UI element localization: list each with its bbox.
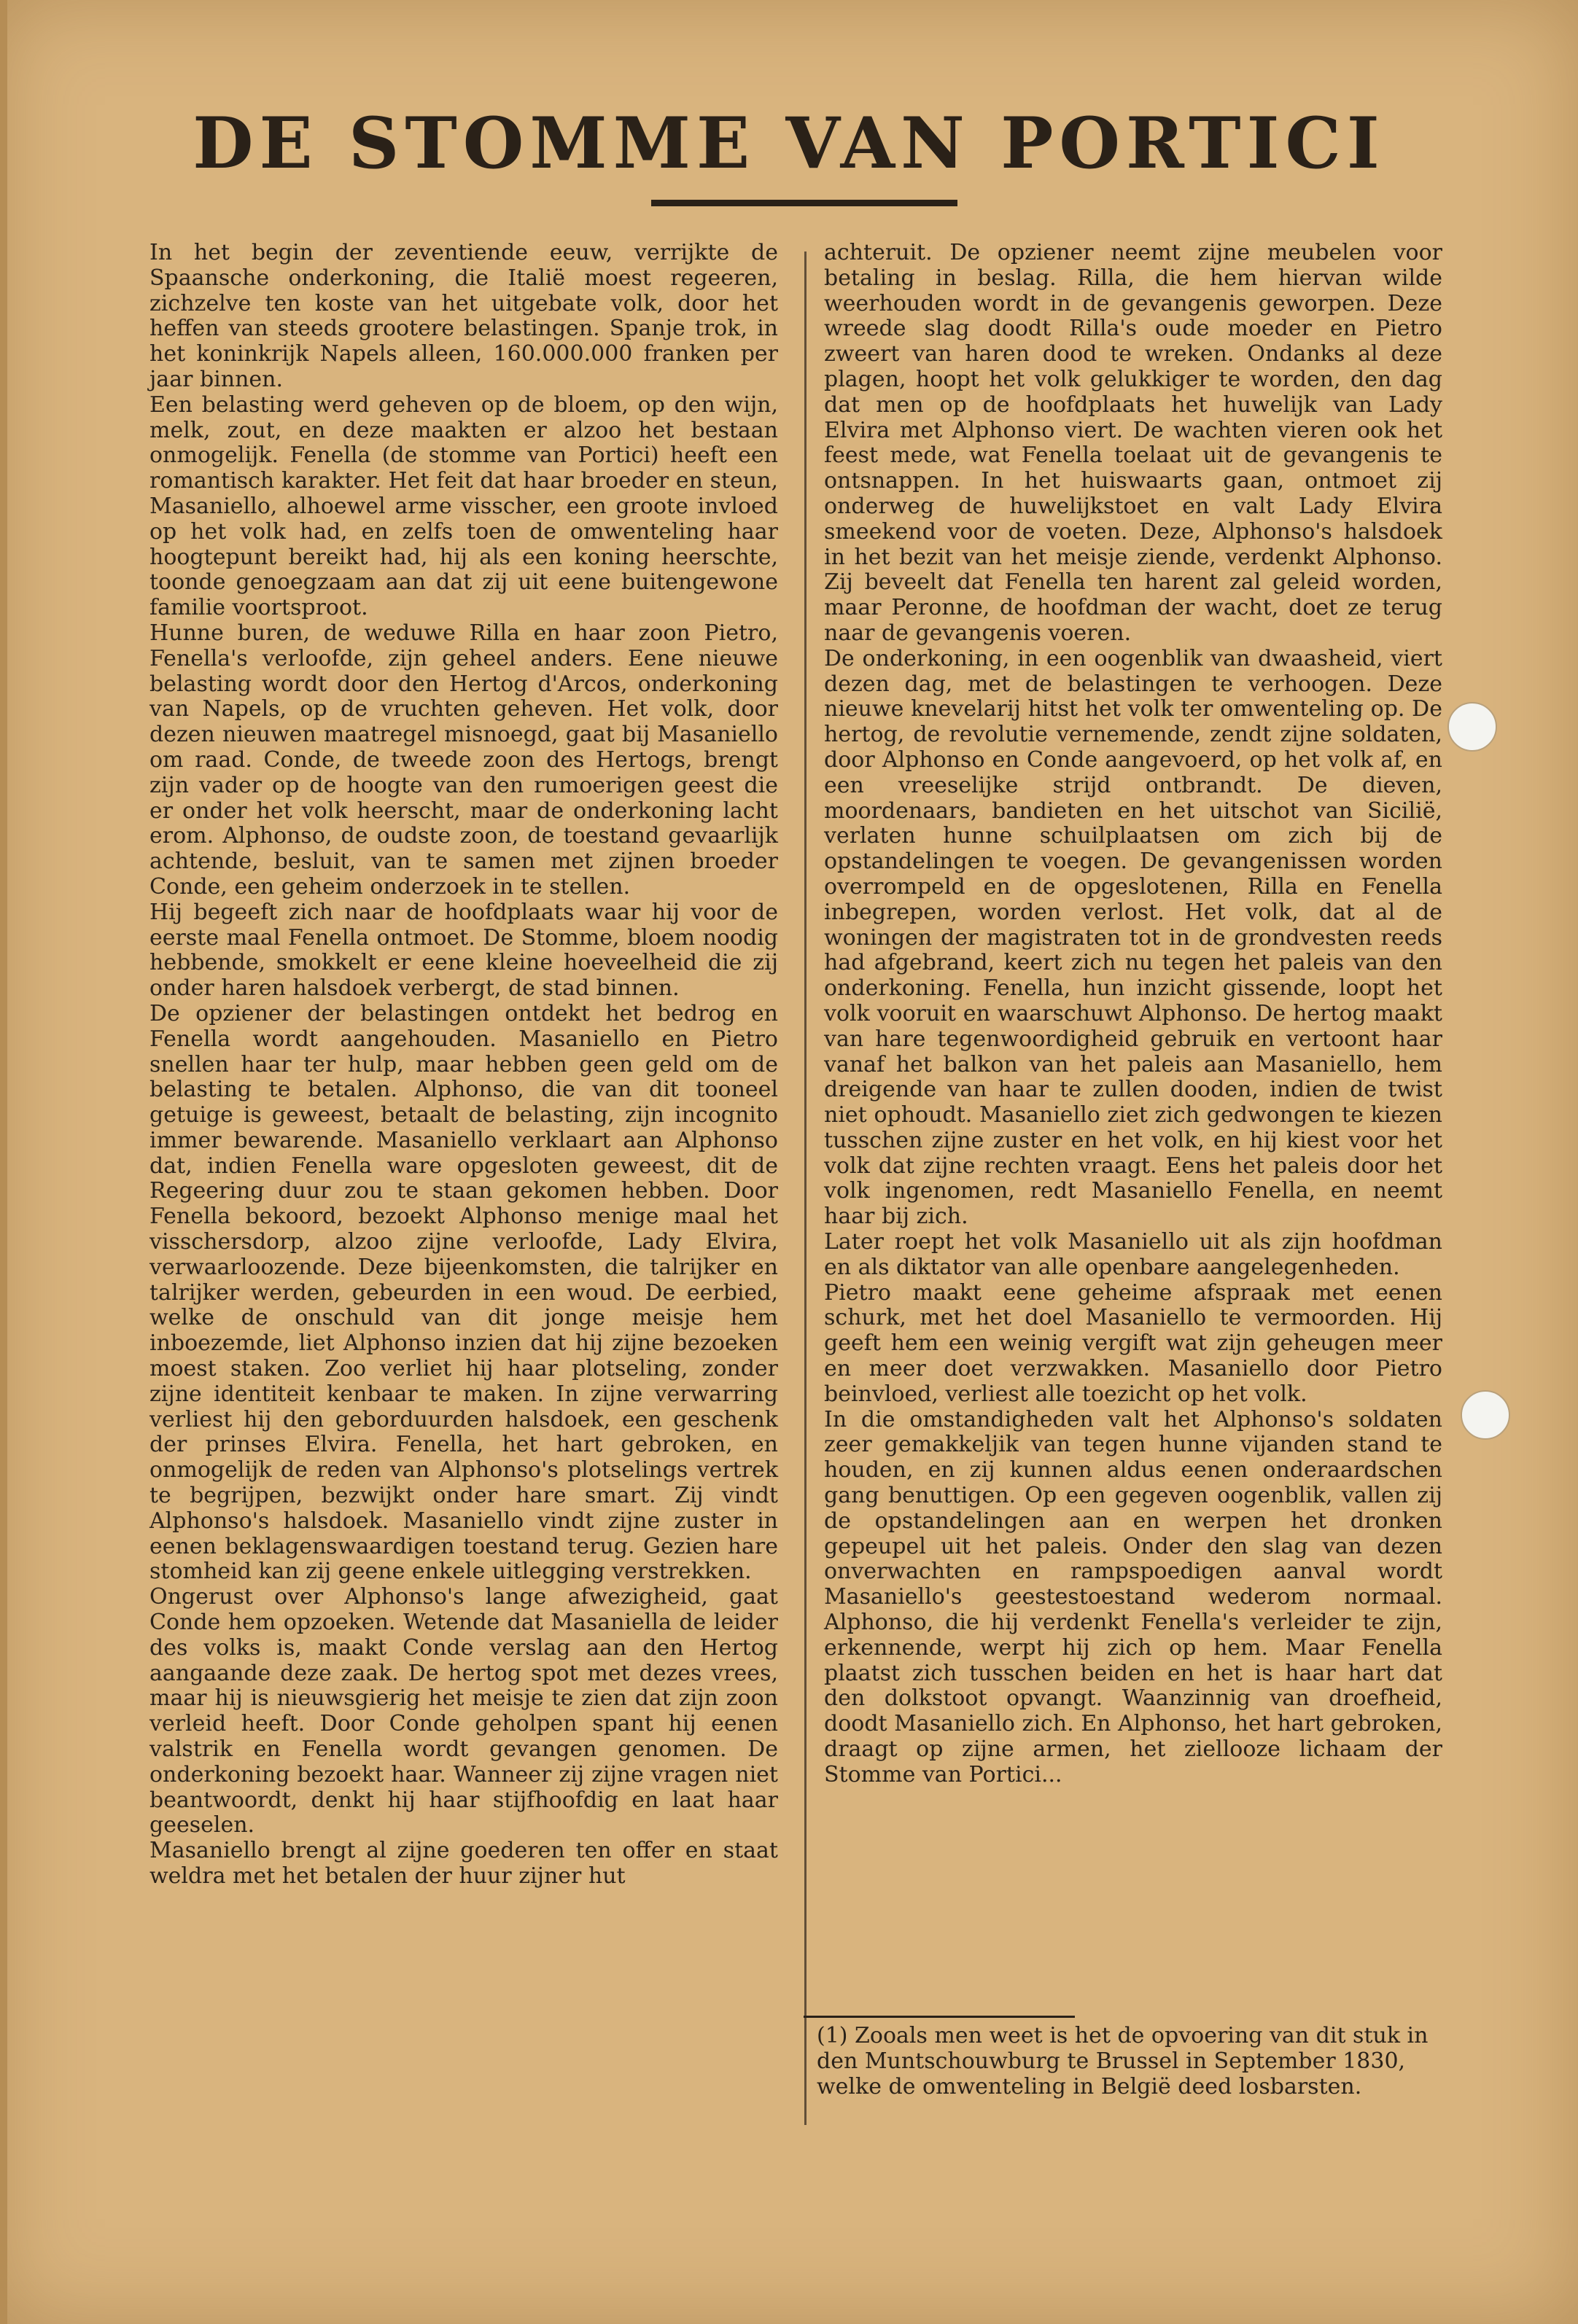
page-title: DE STOMME VAN PORTICI [193, 102, 1385, 184]
paragraph: Hij begeeft zich naar de hoofdplaats waar hij voor de eerste maal Fenella ontmoet. De Stomme, bloem noodig hebbende, smokkelt er eene kleine hoeveelheid die zij onder haren halsdoek verbergt, de stad binnen. [149, 899, 778, 1002]
paragraph: achteruit. De opziener neemt zijne meubelen voor betaling in beslag. Rilla, die hem hiervan wilde weerhouden wordt in de gevangenis geworpen. Deze wreede slag doodt Rilla's oude moeder en Pietro zweert van haren dood te wreken. Ondanks al deze plagen, hoopt het volk gelukkiger te worden, den dag dat men op de hoofdplaats het huwelijk van Lady Elvira met Alphonso viert. De wachten vieren ook het feest mede, wat Fenella toelaat uit de gevangenis te ontsnappen. In het huiswaarts gaan, ontmoet zij onderweg de huwelijkstoet en valt Lady Elvira smeekend voor de voeten. Deze, Alphonso's halsdoek in het bezit van het meisje ziende, verdenkt Alphonso. Zij beveelt dat Fenella ten harent zal geleid worden, maar Peronne, de hoofdman der wacht, doet ze terug naar de gevangenis voeren. [824, 240, 1442, 646]
paragraph: De onderkoning, in een oogenblik van dwaasheid, viert dezen dag, met de belastingen te verhoogen. Deze nieuwe knevelarij hitst het volk ter omwenteling op. De hertog, de revolutie vernemende, zendt zijne soldaten, door Alphonso en Conde aangevoerd, op het volk af, en een vreeselijke strijd ontbrandt. De dieven, moordenaars, bandieten en het uitschot van Sicilië, verlaten hunne schuilplaatsen om zich bij de opstandelingen te voegen. De gevangenissen worden overrompeld en de opgeslotenen, Rilla en Fenella inbegrepen, worden verlost. Het volk, dat al de woningen der magistraten tot in de grondvesten reeds had afgebrand, keert zich nu tegen het paleis van den onderkoning. Fenella, hun inzicht gissende, loopt het volk vooruit en waarschuwt Alphonso. De hertog maakt van hare tegenwoordigheid gebruik en vertoont haar vanaf het balkon van het paleis aan Masaniello, hem dreigende van haar te zullen dooden, indien de twist niet ophoudt. Masaniello ziet zich gedwongen te kiezen tusschen zijne zuster en het volk, en hij kiest voor het volk dat zijne rechten vraagt. Eens het paleis door het volk ingenomen, redt Masaniello Fenella, en neemt haar bij zich. [824, 645, 1442, 1230]
paragraph: De opziener der belastingen ontdekt het bedrog en Fenella wordt aangehouden. Masaniello en Pietro snellen haar ter hulp, maar hebben geen geld om de belasting te betalen. Alphonso, die van dit tooneel getuige is geweest, betaalt de belasting, zijn incognito immer bewarende. Masaniello verklaart aan Alphonso dat, indien Fenella ware opgesloten geweest, dit de Regeering duur zou te staan gekomen hebben. Door Fenella bekoord, bezoekt Alphonso menige maal het visschersdorp, alzoo zijne verloofde, Lady Elvira, verwaarloozende. Deze bijeenkomsten, die talrijker en talrijker werden, gebeurden in een woud. De eerbied, welke de onschuld van dit jonge meisje hem inboezemde, liet Alphonso inzien dat hij zijne bezoeken moest staken. Zoo verliet hij haar plotseling, zonder zijne identiteit kenbaar te maken. In zijne verwarring verliest hij den geborduurden halsdoek, een geschenk der prinses Elvira. Fenella, het hart gebroken, en onmogelijk de reden van Alphonso's plotselings vertrek te begrijpen, bezwijkt onder hare smart. Zij vindt Alphonso's halsdoek. Masaniello vindt zijne zuster in eenen beklagenswaardigen toestand terug. Gezien hare stomheid kan zij geene enkele uitlegging verstrekken. [149, 1000, 778, 1585]
left-column [149, 241, 778, 1890]
paragraph: Later roept het volk Masaniello uit als zijn hoofdman en als diktator van alle openbare aangelegenheden. [824, 1229, 1442, 1280]
paragraph: In het begin der zeventiende eeuw, verrijkte de Spaansche onderkoning, die Italië moest regeeren, zichzelve ten koste van het uitgebate volk, door het heffen van steeds grootere belastingen. Spanje trok, in het koninkrijk Napels alleen, 160.000.000 franken per jaar binnen. [149, 240, 778, 392]
paragraph: Ongerust over Alphonso's lange afwezigheid, gaat Conde hem opzoeken. Wetende dat Masaniella de leider des volks is, maakt Conde verslag aan den Hertog aangaande deze zaak. De hertog spot met dezes vrees, maar hij is nieuwsgierig het meisje te zien dat zijn zoon verleid heeft. Door Conde geholpen spant hij eenen valstrik en Fenella wordt gevangen genomen. De onderkoning bezoekt haar. Wanneer zij zijne vragen niet beantwoordt, denkt hij haar stijfhoofdig en laat haar geeselen. [149, 1584, 778, 1838]
punch-hole [1447, 702, 1497, 752]
footnote: (1) Zooals men weet is het de opvoering van dit stuk in den Muntschouwburg te Brussel in September 1830, welke de omwenteling in België deed losbarsten. [817, 2023, 1429, 2099]
paragraph: Pietro maakt eene geheime afspraak met eenen schurk, met het doel Masaniello te vermoorden. Hij geeft hem een weinig vergift wat zijn geheugen meer en meer doet verzwakken. Masaniello door Pietro beinvloed, verliest alle toezicht op het volk. [824, 1279, 1442, 1407]
punch-hole [1461, 1390, 1510, 1440]
paragraph: Hunne buren, de weduwe Rilla en haar zoon Pietro, Fenella's verloofde, zijn geheel anders. Eene nieuwe belasting wordt door den Hertog d'Arcos, onderkoning van Napels, op de vruchten geheven. Het volk, door dezen nieuwen maatregel misnoegd, gaat bij Masaniello om raad. Conde, de tweede zoon des Hertogs, brengt zijn vader op de hoogte van den rumoerigen geest die er onder het volk heerscht, maar de onderkoning lacht erom. Alphonso, de oudste zoon, de toestand gevaarlijk achtende, besluit, van te samen met zijnen broeder Conde, een geheim onderzoek in te stellen. [149, 620, 778, 900]
title-underline [651, 200, 957, 206]
paragraph: Masaniello brengt al zijne goederen ten offer en staat weldra met het betalen der huur zijner hut [149, 1838, 778, 1889]
page-edge [0, 0, 7, 2324]
paragraph: In die omstandigheden valt het Alphonso's soldaten zeer gemakkeljik van tegen hunne vijanden stand te houden, en zij kunnen aldus eenen onderaardschen gang benuttigen. Op een gegeven oogenblik, vallen zij de opstandelingen aan en werpen het dronken gepeupel uit het paleis. Onder den slag van dezen onverwachten en rampspoedigen aanval wordt Masaniello's geestestoestand wederom normaal. Alphonso, die hij verdenkt Fenella's verleider te zijn, erkennende, werpt hij zich op hem. Maar Fenella plaatst zich tusschen beiden en het is haar hart dat den dolkstoot opvangt. Waanzinnig van droefheid, doodt Masaniello zich. En Alphonso, het hart gebroken, draagt op zijne armen, het ziellooze lichaam der Stomme van Portici... [824, 1406, 1442, 1787]
right-column [824, 241, 1442, 1788]
footnote-rule [804, 2016, 1075, 2018]
column-divider [804, 251, 807, 2125]
paragraph: Een belasting werd geheven op de bloem, op den wijn, melk, zout, en deze maakten er alzoo het bestaan onmogelijk. Fenella (de stomme van Portici) heeft een romantisch karakter. Het feit dat haar broeder en steun, Masaniello, alhoewel arme visscher, een groote invloed op het volk had, en zelfs toen de omwenteling haar hoogtepunt bereikt had, hij als een koning heerschte, toonde genoegzaam aan dat zij uit eene buitengewone familie voortsproot. [149, 391, 778, 621]
